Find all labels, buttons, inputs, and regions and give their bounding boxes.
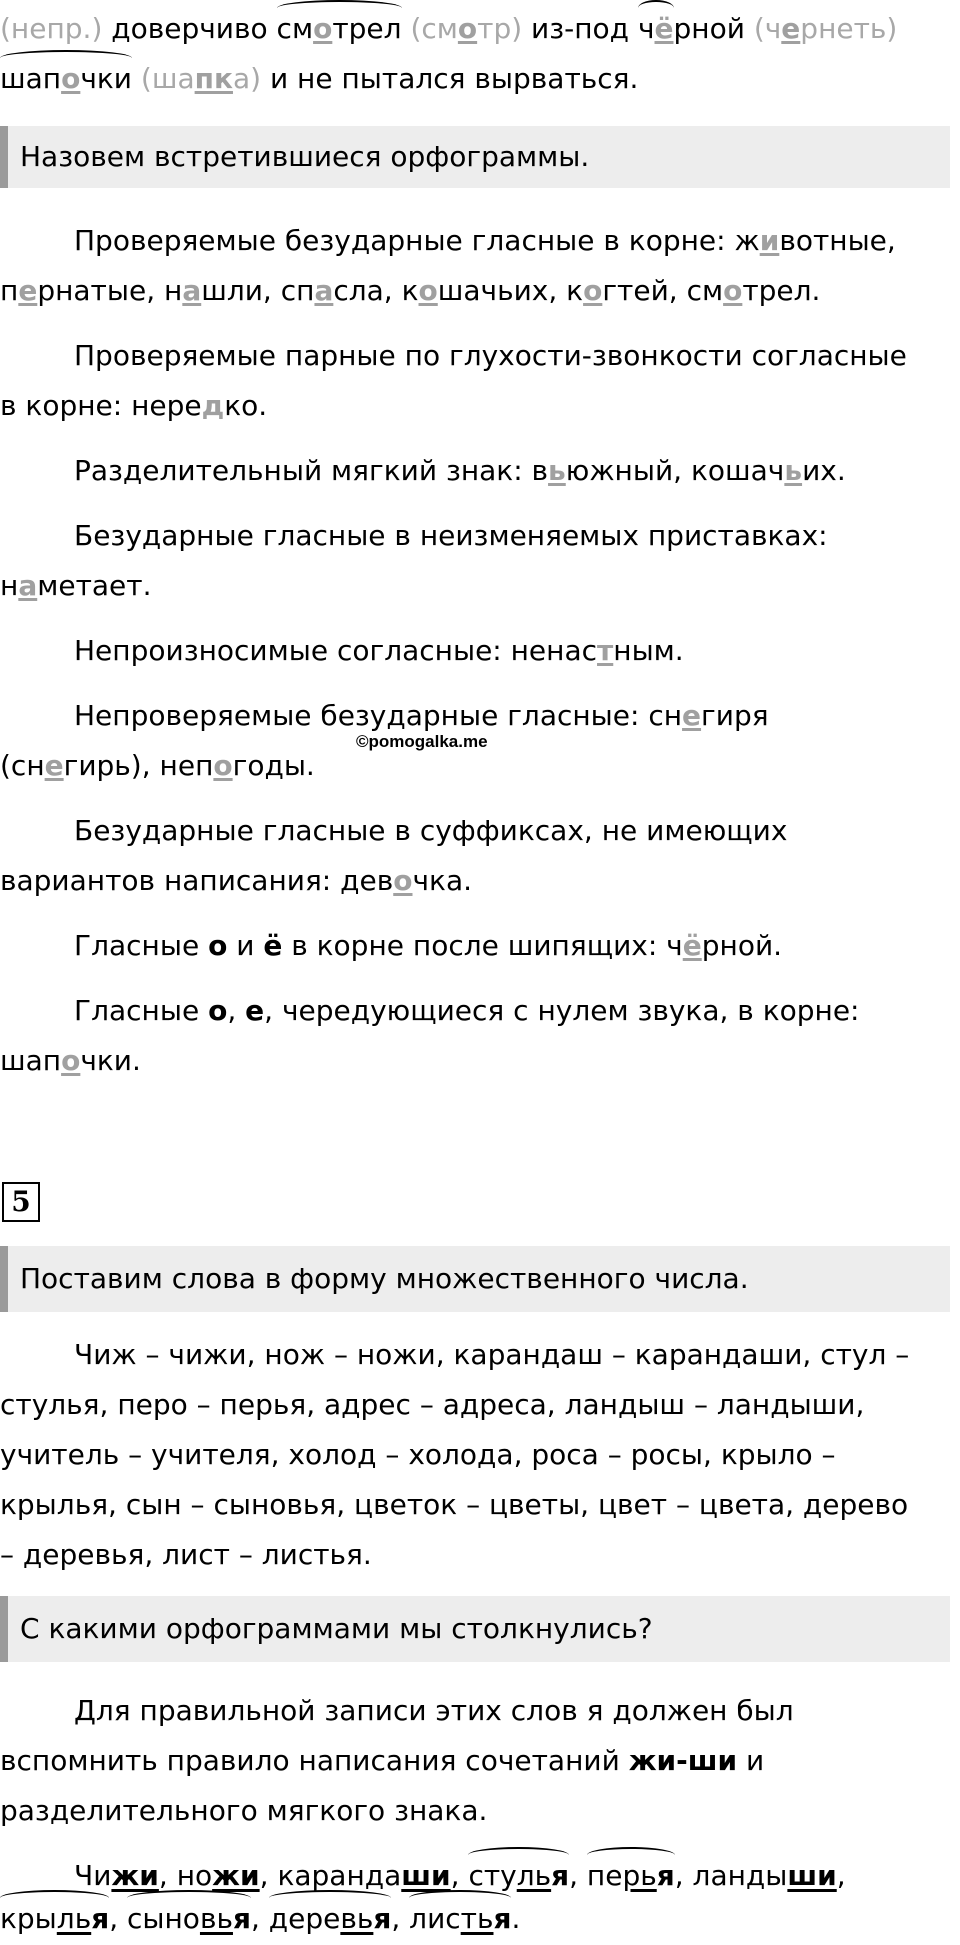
rule-4-line-2: наметает. (0, 569, 152, 602)
explain-line-2: вспомнить правило написания сочетаний жи-ши и (0, 1744, 765, 1777)
explain-line-1: Для правильной записи этих слов я должен был (74, 1694, 794, 1727)
rule-2-line-1: Проверяемые парные по глухости-звонкости согласные (74, 339, 907, 372)
rule-7-line-2: вариантов написания: девочка. (0, 864, 472, 897)
watermark: ©pomogalka.me (356, 732, 488, 751)
plural-line: – деревья, лист – листья. (0, 1538, 372, 1571)
root-arc: смотрел (277, 4, 402, 54)
rule-9-line-1: Гласные о, е, чередующиеся с нулем звука, в корне: (74, 994, 860, 1027)
intro-line-2: шапочки (шапка) и не пытался вырваться. (0, 54, 960, 104)
rule-1-line-2: пернатые, нашли, спасла, кошачьих, когтей, смотрел. (0, 274, 821, 307)
task-number-box: 5 (2, 1182, 40, 1222)
rule-4-line-1: Безударные гласные в неизменяемых приставках: (74, 519, 828, 552)
rule-8: Гласные о и ё в корне после шипящих: чёрной. (74, 929, 783, 962)
rule-2-line-2: в корне: нередко. (0, 389, 268, 422)
explain-line-3: разделительного мягкого знака. (0, 1794, 488, 1827)
plural-line: крылья, сын – сыновья, цветок – цветы, цвет – цвета, дерево (0, 1488, 909, 1521)
ending-arc: крылья (0, 1894, 109, 1944)
root-arc: шапочки (0, 54, 132, 104)
section-heading: Назовем встретившиеся орфограммы. (0, 126, 950, 188)
ending-arc: деревья (269, 1894, 392, 1944)
plural-line: Чиж – чижи, нож – ножи, карандаш – карандаши, стул – (74, 1338, 910, 1371)
rule-6-line-2: (снегирь), непогоды. (0, 749, 315, 782)
examples-line-2: крылья, сыновья, деревья, листья. (0, 1894, 960, 1944)
section-heading: С какими орфограммами мы столкнулись? (0, 1596, 950, 1662)
rule-5: Непроизносимые согласные: ненастным. (74, 634, 684, 667)
plural-line: стулья, перо – перья, адрес – адреса, ландыш – ландыши, (0, 1388, 865, 1421)
root-arc: чё (638, 4, 674, 54)
examples-line-1: Чижи, ножи, карандаши, стулья, перья, ландыши, (0, 1851, 960, 1901)
ending-arc: листья (409, 1894, 511, 1944)
intro-line-1: (непр.) доверчиво смотрел (смотр) из-под чёрной (чернеть) (0, 4, 960, 54)
ending-arc: перья (587, 1851, 675, 1901)
rule-7-line-1: Безударные гласные в суффиксах, не имеющих (74, 814, 788, 847)
rule-6-line-1: Непроверяемые безударные гласные: снегиря (74, 699, 769, 732)
ending-arc: стулья (468, 1851, 569, 1901)
section-heading: Поставим слова в форму множественного числа. (0, 1246, 950, 1312)
rule-3: Разделительный мягкий знак: вьюжный, кошачьих. (74, 454, 846, 487)
rule-9-line-2: шапочки. (0, 1044, 141, 1077)
ending-arc: сыновья (127, 1894, 251, 1944)
rule-1-line-1: Проверяемые безударные гласные в корне: животные, (74, 224, 896, 257)
plural-line: учитель – учителя, холод – холода, роса – росы, крыло – (0, 1438, 836, 1471)
